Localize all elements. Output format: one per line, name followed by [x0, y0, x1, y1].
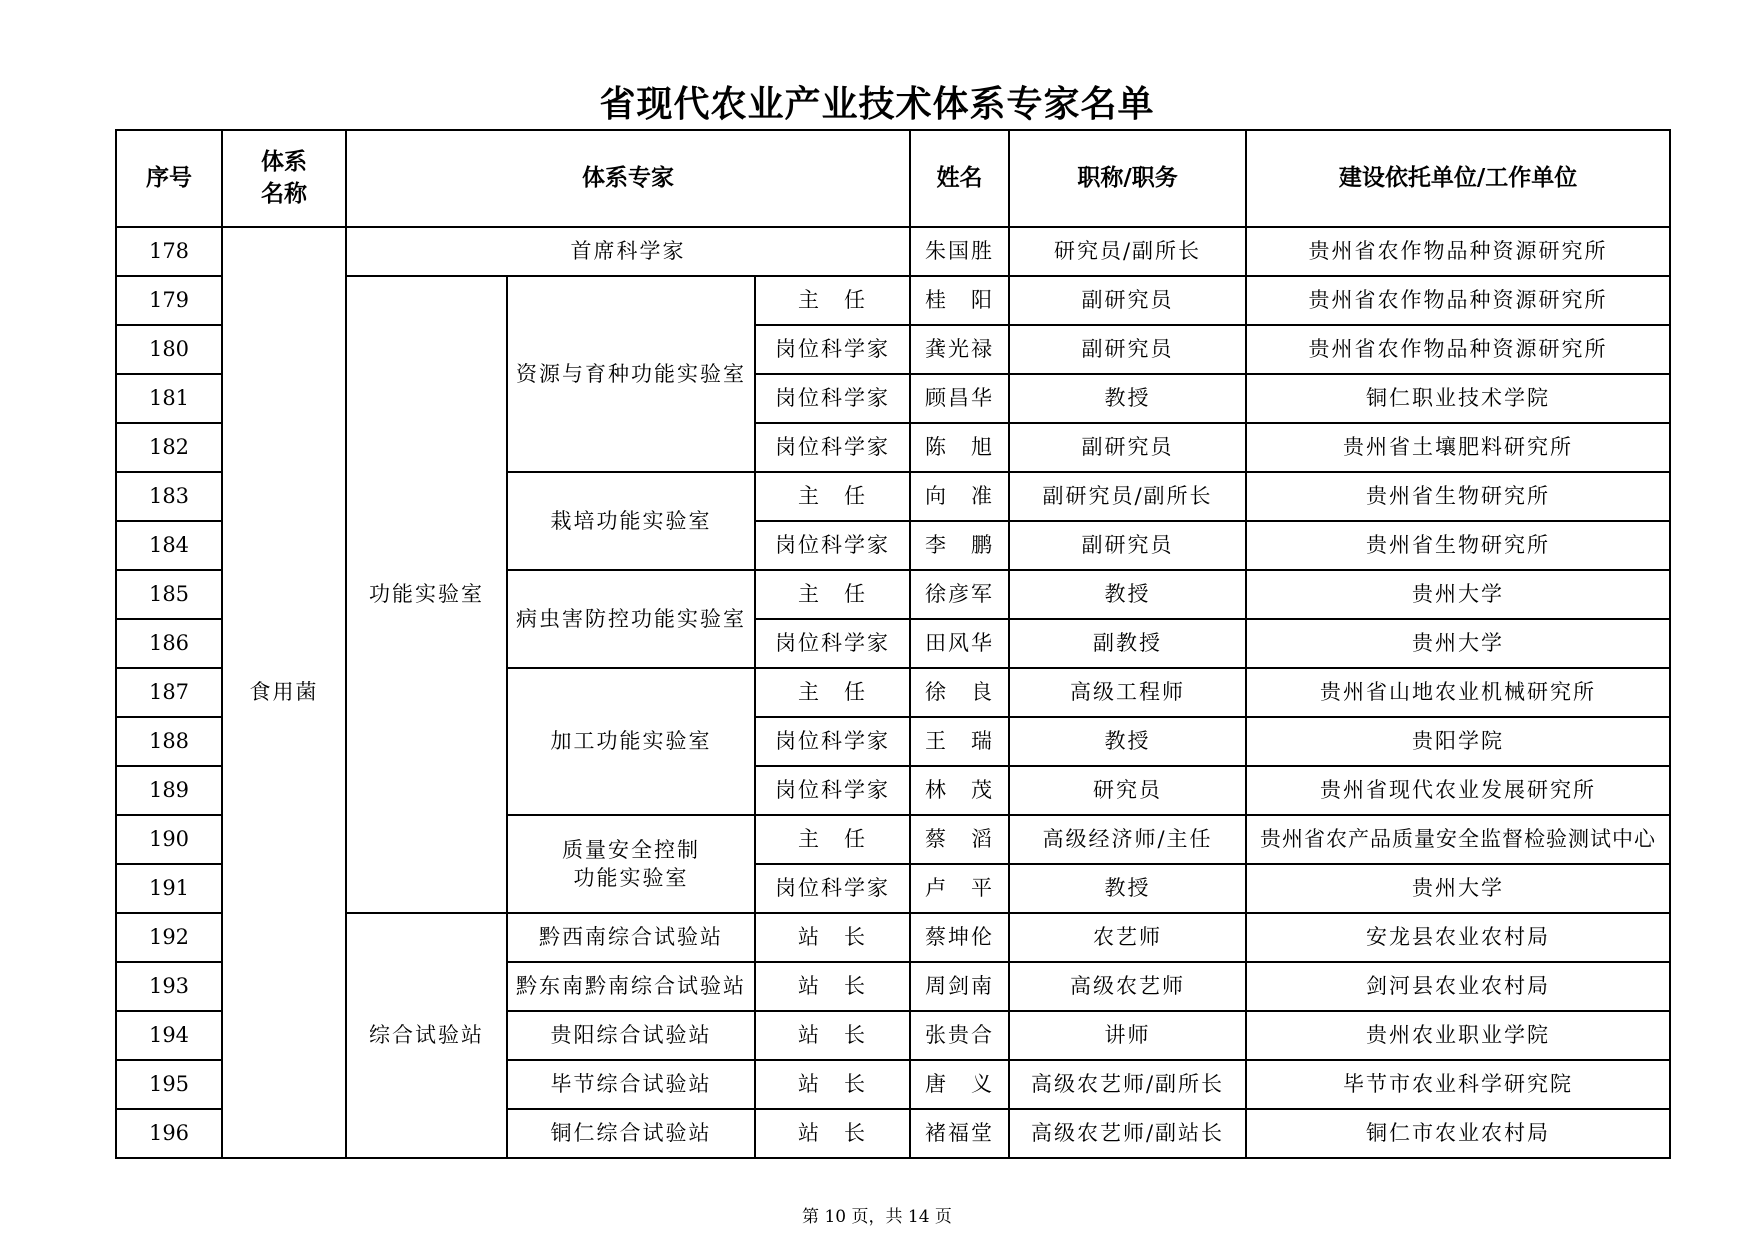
chief-scientist-cell: 首席科学家: [346, 227, 910, 276]
name-cell: 朱国胜: [910, 227, 1009, 276]
unit-cell: 贵州省生物研究所: [1246, 472, 1670, 521]
unit-cell: 安龙县农业农村局: [1246, 913, 1670, 962]
unit-cell: 贵州省农作物品种资源研究所: [1246, 227, 1670, 276]
name-cell: 蔡 滔: [910, 815, 1009, 864]
system-name-cell: 食用菌: [222, 227, 346, 1158]
role-cell: 站 长: [755, 1109, 910, 1158]
lab-quality-cell: [507, 815, 755, 913]
name-cell: 李 鹏: [910, 521, 1009, 570]
role-cell: 岗位科学家: [755, 423, 910, 472]
role-cell: 主 任: [755, 570, 910, 619]
unit-cell: 贵州大学: [1246, 619, 1670, 668]
role-cell: 站 长: [755, 1060, 910, 1109]
role-cell: 主 任: [755, 668, 910, 717]
lab-processing-cell: 加工功能实验室: [507, 668, 755, 815]
role-cell: 岗位科学家: [755, 521, 910, 570]
group-station-cell: 综合试验站: [346, 913, 507, 1158]
station-cell: 铜仁综合试验站: [507, 1109, 755, 1158]
role-cell: 站 长: [755, 913, 910, 962]
seq-cell: 191: [116, 864, 222, 913]
role-cell: 岗位科学家: [755, 766, 910, 815]
title-cell: 教授: [1009, 570, 1246, 619]
name-cell: 林 茂: [910, 766, 1009, 815]
title-cell: 副研究员: [1009, 521, 1246, 570]
title-cell: 研究员/副所长: [1009, 227, 1246, 276]
station-cell: 黔西南综合试验站: [507, 913, 755, 962]
seq-cell: 178: [116, 227, 222, 276]
title-cell: 高级农艺师: [1009, 962, 1246, 1011]
name-cell: 王 瑞: [910, 717, 1009, 766]
page-title: 省现代农业产业技术体系专家名单: [599, 84, 1155, 125]
role-cell: 主 任: [755, 815, 910, 864]
lab-resource-cell: 资源与育种功能实验室: [507, 276, 755, 472]
header-system: [222, 130, 346, 227]
seq-cell: 182: [116, 423, 222, 472]
title-cell: 副研究员: [1009, 325, 1246, 374]
expert-table: [115, 129, 1671, 1159]
unit-cell: 贵州省农作物品种资源研究所: [1246, 325, 1670, 374]
title-cell: 教授: [1009, 374, 1246, 423]
name-cell: 龚光禄: [910, 325, 1009, 374]
unit-cell: 贵州省现代农业发展研究所: [1246, 766, 1670, 815]
title-cell: 高级工程师: [1009, 668, 1246, 717]
unit-cell: 贵州大学: [1246, 570, 1670, 619]
title-cell: 讲师: [1009, 1011, 1246, 1060]
header-row: [116, 130, 1670, 227]
name-cell: 顾昌华: [910, 374, 1009, 423]
name-cell: 褚福堂: [910, 1109, 1009, 1158]
header-seq: 序号: [116, 130, 222, 227]
unit-cell: 贵阳学院: [1246, 717, 1670, 766]
header-name: 姓名: [910, 130, 1009, 227]
lab-quality-line2: 功能实验室: [573, 866, 689, 890]
unit-cell: 贵州省农作物品种资源研究所: [1246, 276, 1670, 325]
unit-cell: 贵州省农产品质量安全监督检验测试中心: [1246, 815, 1670, 864]
title-cell: 副研究员: [1009, 276, 1246, 325]
name-cell: 徐彦军: [910, 570, 1009, 619]
title-cell: 研究员: [1009, 766, 1246, 815]
role-cell: 岗位科学家: [755, 325, 910, 374]
lab-cultivation-cell: 栽培功能实验室: [507, 472, 755, 570]
role-cell: 站 长: [755, 1011, 910, 1060]
seq-cell: 189: [116, 766, 222, 815]
title-cell: 副研究员: [1009, 423, 1246, 472]
title-cell: 高级经济师/主任: [1009, 815, 1246, 864]
unit-cell: 铜仁职业技术学院: [1246, 374, 1670, 423]
station-cell: 黔东南黔南综合试验站: [507, 962, 755, 1011]
page-footer: 第 10 页，共 14 页: [802, 1207, 952, 1227]
title-cell: 农艺师: [1009, 913, 1246, 962]
lab-quality-line1: 质量安全控制: [562, 837, 700, 862]
unit-cell: 贵州省山地农业机械研究所: [1246, 668, 1670, 717]
role-cell: 岗位科学家: [755, 619, 910, 668]
title-cell: 教授: [1009, 717, 1246, 766]
table-row: [116, 227, 1670, 276]
unit-cell: 剑河县农业农村局: [1246, 962, 1670, 1011]
header-unit: 建设依托单位/工作单位: [1246, 130, 1670, 227]
title-cell: 高级农艺师/副所长: [1009, 1060, 1246, 1109]
role-cell: 岗位科学家: [755, 864, 910, 913]
seq-cell: 195: [116, 1060, 222, 1109]
seq-cell: 180: [116, 325, 222, 374]
lab-pest-cell: 病虫害防控功能实验室: [507, 570, 755, 668]
seq-cell: 190: [116, 815, 222, 864]
header-system-line1: 体系: [261, 149, 307, 176]
seq-cell: 184: [116, 521, 222, 570]
name-cell: 唐 义: [910, 1060, 1009, 1109]
seq-cell: 183: [116, 472, 222, 521]
name-cell: 周剑南: [910, 962, 1009, 1011]
name-cell: 张贵合: [910, 1011, 1009, 1060]
role-cell: 岗位科学家: [755, 374, 910, 423]
seq-cell: 193: [116, 962, 222, 1011]
unit-cell: 贵州大学: [1246, 864, 1670, 913]
name-cell: 徐 良: [910, 668, 1009, 717]
seq-cell: 185: [116, 570, 222, 619]
name-cell: 桂 阳: [910, 276, 1009, 325]
unit-cell: 贵州省土壤肥料研究所: [1246, 423, 1670, 472]
seq-cell: 196: [116, 1109, 222, 1158]
seq-cell: 186: [116, 619, 222, 668]
role-cell: 站 长: [755, 962, 910, 1011]
title-cell: 副教授: [1009, 619, 1246, 668]
header-expert: 体系专家: [346, 130, 910, 227]
table-row: [116, 276, 1670, 325]
group-lab-cell: 功能实验室: [346, 276, 507, 913]
seq-cell: 194: [116, 1011, 222, 1060]
seq-cell: 188: [116, 717, 222, 766]
unit-cell: 贵州农业职业学院: [1246, 1011, 1670, 1060]
table-row: [116, 913, 1670, 962]
unit-cell: 铜仁市农业农村局: [1246, 1109, 1670, 1158]
role-cell: 主 任: [755, 276, 910, 325]
role-cell: 主 任: [755, 472, 910, 521]
station-cell: 毕节综合试验站: [507, 1060, 755, 1109]
seq-cell: 187: [116, 668, 222, 717]
role-cell: 岗位科学家: [755, 717, 910, 766]
name-cell: 卢 平: [910, 864, 1009, 913]
name-cell: 向 准: [910, 472, 1009, 521]
title-cell: 教授: [1009, 864, 1246, 913]
header-system-line2: 名称: [261, 180, 307, 207]
name-cell: 陈 旭: [910, 423, 1009, 472]
seq-cell: 192: [116, 913, 222, 962]
station-cell: 贵阳综合试验站: [507, 1011, 755, 1060]
name-cell: 田风华: [910, 619, 1009, 668]
unit-cell: 贵州省生物研究所: [1246, 521, 1670, 570]
unit-cell: 毕节市农业科学研究院: [1246, 1060, 1670, 1109]
seq-cell: 181: [116, 374, 222, 423]
seq-cell: 179: [116, 276, 222, 325]
name-cell: 蔡坤伦: [910, 913, 1009, 962]
header-title: 职称/职务: [1009, 130, 1246, 227]
title-cell: 副研究员/副所长: [1009, 472, 1246, 521]
title-cell: 高级农艺师/副站长: [1009, 1109, 1246, 1158]
